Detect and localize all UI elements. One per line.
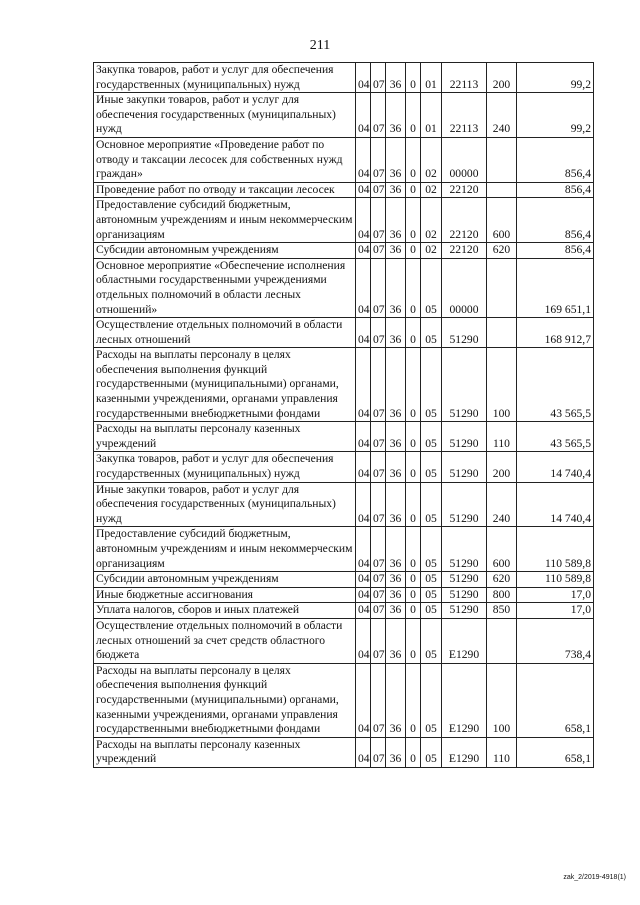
subsection-code: 07 xyxy=(371,198,386,243)
expense-name: Осуществление отдельных полномочий в области лесных отношений за счет средств областного бюджета xyxy=(94,618,356,663)
section-code: 04 xyxy=(356,587,371,603)
section-code: 04 xyxy=(356,527,371,572)
expense-name: Предоставление субсидий бюджетным, автономным учреждениям и иным некоммерческим организациям xyxy=(94,198,356,243)
table-row xyxy=(94,243,594,259)
expense-type-code: 800 xyxy=(487,587,517,603)
expense-name: Иные закупки товаров, работ и услуг для обеспечения государственных (муниципальных) нужд xyxy=(94,93,356,138)
expense-type-code: 110 xyxy=(487,737,517,767)
target-article-subprogram: 0 xyxy=(406,452,421,482)
amount: 14 740,4 xyxy=(517,482,594,527)
expense-type-code: 850 xyxy=(487,603,517,619)
table-body xyxy=(94,63,594,768)
section-code: 04 xyxy=(356,603,371,619)
subsection-code: 07 xyxy=(371,603,386,619)
table-row xyxy=(94,318,594,348)
expense-name: Расходы на выплаты персоналу в целях обеспечения выполнения функций государственными (муниципальными) органами, казенными учреждениями, органами управления государственными внебюджетными фондами xyxy=(94,663,356,737)
section-code: 04 xyxy=(356,243,371,259)
expense-type-code xyxy=(487,182,517,198)
expense-name: Основное мероприятие «Проведение работ по отводу и таксации лесосек для собственных нужд граждан» xyxy=(94,137,356,182)
target-article-event: 05 xyxy=(421,663,442,737)
target-article-subprogram: 0 xyxy=(406,182,421,198)
amount: 856,4 xyxy=(517,182,594,198)
target-article-subprogram: 0 xyxy=(406,527,421,572)
target-article-program: 36 xyxy=(386,93,406,138)
target-article-event: 05 xyxy=(421,737,442,767)
amount: 17,0 xyxy=(517,603,594,619)
target-article-event: 05 xyxy=(421,572,442,588)
subsection-code: 07 xyxy=(371,572,386,588)
amount: 168 912,7 xyxy=(517,318,594,348)
section-code: 04 xyxy=(356,572,371,588)
section-code: 04 xyxy=(356,482,371,527)
target-article-program: 36 xyxy=(386,618,406,663)
subsection-code: 07 xyxy=(371,587,386,603)
table-row xyxy=(94,603,594,619)
amount: 856,4 xyxy=(517,243,594,259)
target-article-subprogram: 0 xyxy=(406,318,421,348)
expense-type-code xyxy=(487,318,517,348)
document-code: zak_2/2019-4918(1) xyxy=(563,874,626,881)
target-article-program: 36 xyxy=(386,348,406,422)
target-article-direction: E1290 xyxy=(442,663,487,737)
target-article-event: 05 xyxy=(421,603,442,619)
target-article-event: 05 xyxy=(421,618,442,663)
target-article-program: 36 xyxy=(386,198,406,243)
target-article-program: 36 xyxy=(386,663,406,737)
amount: 43 565,5 xyxy=(517,348,594,422)
table-row xyxy=(94,198,594,243)
target-article-subprogram: 0 xyxy=(406,243,421,259)
section-code: 04 xyxy=(356,63,371,93)
subsection-code: 07 xyxy=(371,93,386,138)
target-article-subprogram: 0 xyxy=(406,422,421,452)
section-code: 04 xyxy=(356,93,371,138)
target-article-direction: 51290 xyxy=(442,452,487,482)
section-code: 04 xyxy=(356,663,371,737)
target-article-direction: 00000 xyxy=(442,258,487,317)
target-article-direction: 00000 xyxy=(442,137,487,182)
section-code: 04 xyxy=(356,198,371,243)
expense-type-code: 600 xyxy=(487,527,517,572)
target-article-program: 36 xyxy=(386,318,406,348)
target-article-direction: 22120 xyxy=(442,198,487,243)
expense-name: Субсидии автономным учреждениям xyxy=(94,572,356,588)
target-article-subprogram: 0 xyxy=(406,258,421,317)
amount: 110 589,8 xyxy=(517,527,594,572)
target-article-subprogram: 0 xyxy=(406,198,421,243)
subsection-code: 07 xyxy=(371,482,386,527)
expense-name: Иные бюджетные ассигнования xyxy=(94,587,356,603)
target-article-event: 02 xyxy=(421,243,442,259)
target-article-program: 36 xyxy=(386,737,406,767)
target-article-program: 36 xyxy=(386,452,406,482)
amount: 99,2 xyxy=(517,63,594,93)
target-article-event: 05 xyxy=(421,527,442,572)
target-article-event: 01 xyxy=(421,63,442,93)
expense-name: Уплата налогов, сборов и иных платежей xyxy=(94,603,356,619)
table-row xyxy=(94,258,594,317)
subsection-code: 07 xyxy=(371,63,386,93)
expense-name: Расходы на выплаты персоналу в целях обеспечения выполнения функций государственными (муниципальными) органами, казенными учреждениями, органами управления государственными внебюджетными фондами xyxy=(94,348,356,422)
subsection-code: 07 xyxy=(371,348,386,422)
table-row xyxy=(94,737,594,767)
target-article-direction: 51290 xyxy=(442,318,487,348)
target-article-program: 36 xyxy=(386,603,406,619)
subsection-code: 07 xyxy=(371,527,386,572)
section-code: 04 xyxy=(356,182,371,198)
target-article-program: 36 xyxy=(386,182,406,198)
target-article-event: 05 xyxy=(421,422,442,452)
table-row xyxy=(94,527,594,572)
target-article-direction: 51290 xyxy=(442,422,487,452)
amount: 658,1 xyxy=(517,663,594,737)
target-article-direction: 51290 xyxy=(442,482,487,527)
target-article-program: 36 xyxy=(386,243,406,259)
expense-type-code: 620 xyxy=(487,572,517,588)
expense-type-code: 100 xyxy=(487,663,517,737)
target-article-direction: 51290 xyxy=(442,603,487,619)
target-article-event: 05 xyxy=(421,482,442,527)
subsection-code: 07 xyxy=(371,258,386,317)
target-article-program: 36 xyxy=(386,422,406,452)
target-article-program: 36 xyxy=(386,482,406,527)
subsection-code: 07 xyxy=(371,663,386,737)
table-row xyxy=(94,482,594,527)
expense-type-code: 200 xyxy=(487,63,517,93)
expense-name: Закупка товаров, работ и услуг для обеспечения государственных (муниципальных) нужд xyxy=(94,63,356,93)
expense-type-code: 200 xyxy=(487,452,517,482)
target-article-subprogram: 0 xyxy=(406,603,421,619)
expense-name: Расходы на выплаты персоналу казенных учреждений xyxy=(94,422,356,452)
expense-type-code: 600 xyxy=(487,198,517,243)
subsection-code: 07 xyxy=(371,452,386,482)
target-article-direction: 51290 xyxy=(442,587,487,603)
table-row xyxy=(94,587,594,603)
expense-type-code xyxy=(487,618,517,663)
target-article-direction: E1290 xyxy=(442,737,487,767)
target-article-event: 05 xyxy=(421,587,442,603)
target-article-program: 36 xyxy=(386,527,406,572)
target-article-program: 36 xyxy=(386,258,406,317)
table-row xyxy=(94,422,594,452)
subsection-code: 07 xyxy=(371,243,386,259)
budget-table xyxy=(93,62,594,768)
expense-name: Осуществление отдельных полномочий в области лесных отношений xyxy=(94,318,356,348)
target-article-direction: 22113 xyxy=(442,63,487,93)
section-code: 04 xyxy=(356,137,371,182)
amount: 14 740,4 xyxy=(517,452,594,482)
expense-type-code xyxy=(487,137,517,182)
target-article-event: 02 xyxy=(421,137,442,182)
table-row xyxy=(94,137,594,182)
subsection-code: 07 xyxy=(371,737,386,767)
target-article-subprogram: 0 xyxy=(406,348,421,422)
expense-name: Проведение работ по отводу и таксации лесосек xyxy=(94,182,356,198)
target-article-direction: 22120 xyxy=(442,243,487,259)
target-article-program: 36 xyxy=(386,63,406,93)
expense-name: Расходы на выплаты персоналу казенных учреждений xyxy=(94,737,356,767)
amount: 169 651,1 xyxy=(517,258,594,317)
target-article-program: 36 xyxy=(386,587,406,603)
target-article-subprogram: 0 xyxy=(406,618,421,663)
subsection-code: 07 xyxy=(371,182,386,198)
table-row xyxy=(94,452,594,482)
expense-type-code: 240 xyxy=(487,482,517,527)
amount: 17,0 xyxy=(517,587,594,603)
target-article-event: 05 xyxy=(421,318,442,348)
section-code: 04 xyxy=(356,618,371,663)
section-code: 04 xyxy=(356,258,371,317)
expense-type-code: 240 xyxy=(487,93,517,138)
expense-name: Основное мероприятие «Обеспечение исполнения областными государственными учреждениями отдельных полномочий в области лесных отношений» xyxy=(94,258,356,317)
section-code: 04 xyxy=(356,422,371,452)
amount: 99,2 xyxy=(517,93,594,138)
expense-name: Субсидии автономным учреждениям xyxy=(94,243,356,259)
target-article-event: 05 xyxy=(421,348,442,422)
target-article-direction: 22120 xyxy=(442,182,487,198)
table-row xyxy=(94,93,594,138)
target-article-direction: 22113 xyxy=(442,93,487,138)
target-article-program: 36 xyxy=(386,137,406,182)
expense-type-code: 100 xyxy=(487,348,517,422)
target-article-event: 05 xyxy=(421,452,442,482)
expense-name: Предоставление субсидий бюджетным, автономным учреждениям и иным некоммерческим организациям xyxy=(94,527,356,572)
target-article-direction: 51290 xyxy=(442,527,487,572)
target-article-direction: E1290 xyxy=(442,618,487,663)
expense-name: Иные закупки товаров, работ и услуг для обеспечения государственных (муниципальных) нужд xyxy=(94,482,356,527)
section-code: 04 xyxy=(356,318,371,348)
target-article-subprogram: 0 xyxy=(406,737,421,767)
amount: 738,4 xyxy=(517,618,594,663)
target-article-direction: 51290 xyxy=(442,572,487,588)
target-article-subprogram: 0 xyxy=(406,482,421,527)
subsection-code: 07 xyxy=(371,318,386,348)
target-article-event: 02 xyxy=(421,198,442,243)
subsection-code: 07 xyxy=(371,422,386,452)
target-article-subprogram: 0 xyxy=(406,137,421,182)
target-article-subprogram: 0 xyxy=(406,587,421,603)
expense-name: Закупка товаров, работ и услуг для обеспечения государственных (муниципальных) нужд xyxy=(94,452,356,482)
section-code: 04 xyxy=(356,452,371,482)
table-row xyxy=(94,663,594,737)
section-code: 04 xyxy=(356,348,371,422)
subsection-code: 07 xyxy=(371,137,386,182)
target-article-event: 05 xyxy=(421,258,442,317)
amount: 856,4 xyxy=(517,198,594,243)
amount: 658,1 xyxy=(517,737,594,767)
subsection-code: 07 xyxy=(371,618,386,663)
table-row xyxy=(94,618,594,663)
expense-type-code: 620 xyxy=(487,243,517,259)
amount: 856,4 xyxy=(517,137,594,182)
target-article-subprogram: 0 xyxy=(406,93,421,138)
table-row xyxy=(94,63,594,93)
section-code: 04 xyxy=(356,737,371,767)
target-article-subprogram: 0 xyxy=(406,663,421,737)
table-row xyxy=(94,182,594,198)
table-row xyxy=(94,572,594,588)
target-article-direction: 51290 xyxy=(442,348,487,422)
table-row xyxy=(94,348,594,422)
expense-type-code: 110 xyxy=(487,422,517,452)
target-article-subprogram: 0 xyxy=(406,63,421,93)
page-number: 211 xyxy=(309,38,331,53)
amount: 110 589,8 xyxy=(517,572,594,588)
target-article-subprogram: 0 xyxy=(406,572,421,588)
target-article-event: 02 xyxy=(421,182,442,198)
target-article-event: 01 xyxy=(421,93,442,138)
target-article-program: 36 xyxy=(386,572,406,588)
amount: 43 565,5 xyxy=(517,422,594,452)
expense-type-code xyxy=(487,258,517,317)
